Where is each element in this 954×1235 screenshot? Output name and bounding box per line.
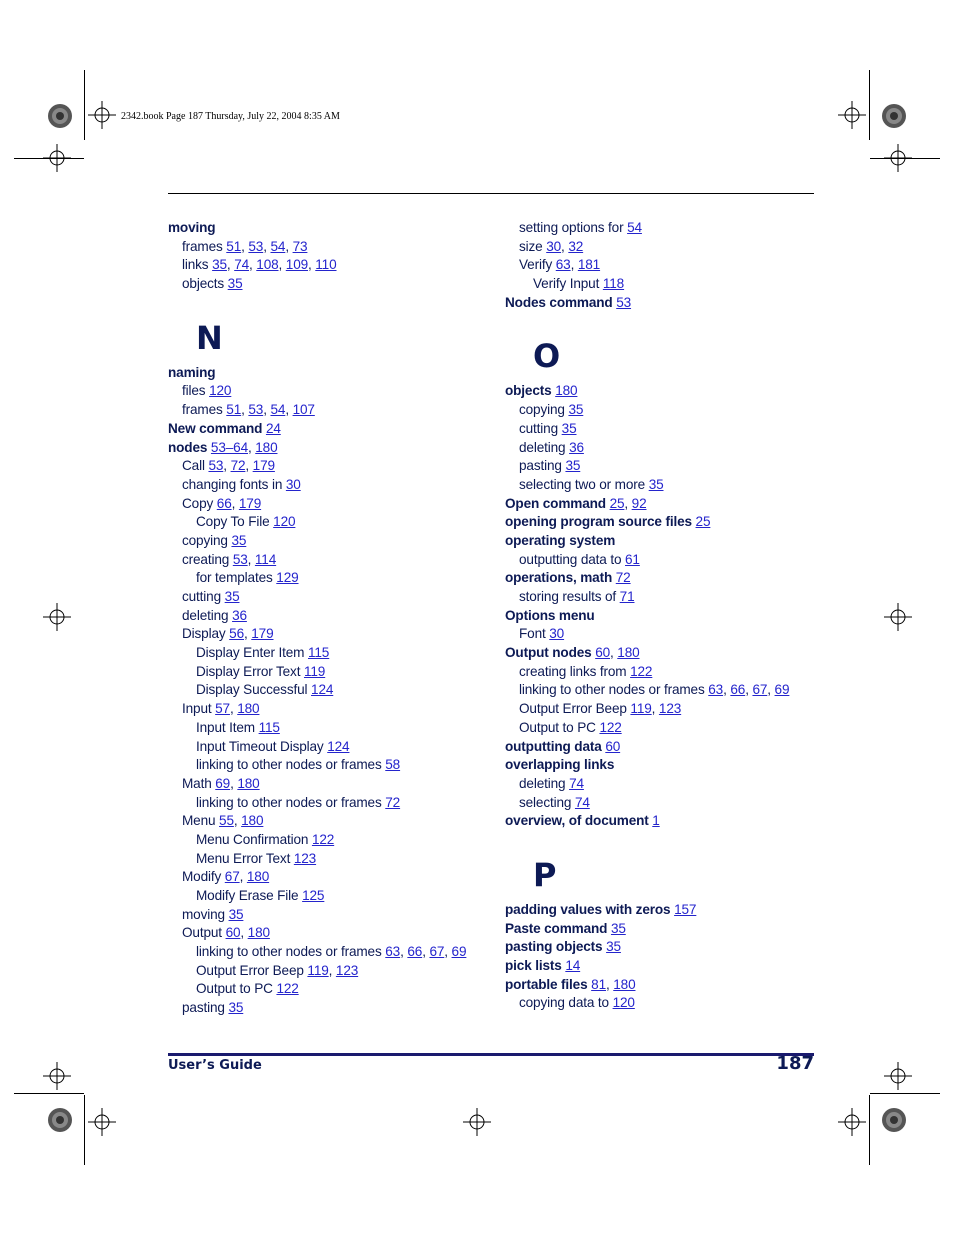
page-link[interactable]: 63 [385, 944, 401, 960]
page-link[interactable]: 109 [285, 257, 309, 273]
index-subterm: copying data to [519, 995, 609, 1011]
page-link[interactable]: 24 [265, 420, 281, 436]
index-entry: Menu 55, 180 [182, 813, 264, 829]
page-link[interactable]: 180 [617, 645, 640, 661]
index-term: Output nodes [505, 645, 592, 661]
page-link[interactable]: 53–64 [210, 439, 248, 455]
index-subterm: Math [182, 775, 212, 791]
index-subterm: Menu [182, 813, 216, 829]
page-link[interactable]: 35 [606, 939, 621, 955]
page-link[interactable]: 54 [270, 238, 286, 254]
index-entry: portable files 81, 180 [505, 976, 636, 992]
page-link[interactable]: 53 [232, 551, 248, 567]
index-entry [168, 420, 488, 439]
page-link[interactable]: 181 [577, 257, 601, 273]
page-link[interactable]: 55 [219, 813, 234, 829]
index-term: Paste command [505, 920, 608, 936]
page-link[interactable]: 14 [565, 958, 581, 973]
index-term: portable files [505, 976, 588, 992]
index-term: moving [168, 220, 216, 235]
index-entry [168, 275, 488, 294]
index-subterm: pasting [182, 1000, 225, 1016]
index-entry: Output nodes 60, 180 [505, 645, 640, 661]
index-term: Nodes command [505, 294, 613, 310]
page-link[interactable]: 35 [568, 402, 584, 418]
page-link[interactable]: 157 [674, 901, 697, 917]
index-entry: frames 51, 53, 54, 73 [182, 238, 308, 254]
page-link[interactable]: 69 [451, 944, 467, 960]
index-subterm: changing fonts in [182, 476, 283, 492]
index-entry [168, 644, 488, 663]
page-link[interactable]: 35 [227, 276, 243, 292]
index-entry [505, 663, 825, 682]
index-subterm: Copy To File [196, 514, 270, 530]
page-link[interactable]: 35 [648, 476, 664, 492]
index-entry: Output 60, 180 [182, 925, 270, 941]
page-link[interactable]: 63 [708, 682, 724, 698]
page-link[interactable]: 119 [307, 962, 329, 978]
page-link[interactable]: 67 [429, 944, 445, 960]
index-entry [168, 850, 488, 869]
page-link[interactable]: 53 [248, 238, 264, 254]
crosshair-icon [88, 1108, 116, 1136]
page-link[interactable]: 115 [258, 719, 280, 735]
footer-rule [168, 1053, 814, 1056]
index-entry [168, 756, 488, 775]
index-subterm: size [519, 238, 543, 254]
index-entry [168, 794, 488, 813]
index-subterm: storing results of [519, 589, 617, 604]
index-subterm: Menu Error Text [196, 850, 291, 866]
header-rule [168, 193, 814, 194]
page-link[interactable]: 180 [237, 775, 260, 791]
page-link[interactable]: 66 [730, 682, 746, 698]
page-link[interactable]: 74 [569, 775, 584, 791]
index-entry [505, 382, 825, 401]
registration-target-icon [46, 102, 74, 130]
index-term: pasting objects [505, 939, 603, 955]
page-link[interactable]: 36 [569, 439, 584, 455]
index-term: Options menu [505, 607, 595, 623]
index-entry [168, 532, 488, 551]
index-term: New command [168, 420, 263, 436]
index-subterm: creating links from [519, 663, 627, 679]
index-entry: linking to other nodes or frames 63, 66, 67, 69 [196, 944, 467, 960]
index-subterm: deleting [182, 607, 229, 623]
registration-target-icon [880, 1106, 908, 1134]
page-link[interactable]: 125 [302, 888, 325, 903]
page-link[interactable]: 35 [231, 532, 247, 548]
crosshair-icon [838, 101, 866, 129]
index-entry [505, 439, 825, 458]
page-link[interactable]: 180 [255, 439, 278, 455]
page-link[interactable]: 123 [293, 850, 317, 866]
page-link[interactable]: 124 [327, 738, 350, 754]
index-subterm: Output [182, 925, 222, 941]
page-link[interactable]: 35 [212, 257, 227, 273]
crosshair-icon [884, 1062, 912, 1090]
page-link[interactable]: 120 [209, 383, 232, 399]
index-subterm: selecting two or more [519, 476, 646, 492]
index-term: nodes [168, 439, 208, 455]
index-subterm: frames [182, 238, 223, 254]
page-link[interactable]: 72 [230, 458, 246, 474]
index-subterm: copying [182, 532, 228, 548]
page-link[interactable]: 118 [602, 276, 625, 292]
index-entry [505, 294, 825, 313]
index-subterm: linking to other nodes or frames [196, 757, 382, 773]
print-slug: 2342.book Page 187 Thursday, July 22, 2004 8:35 AM [121, 111, 340, 122]
index-entry [505, 756, 825, 775]
footer-title: User’s Guide [168, 1058, 262, 1073]
page-link[interactable]: 63 [555, 257, 571, 273]
registration-target-icon [46, 1106, 74, 1134]
index-subterm: Display Enter Item [196, 645, 305, 661]
page-link[interactable]: 124 [311, 682, 334, 698]
page-link[interactable]: 35 [228, 1000, 244, 1016]
page-link[interactable]: 81 [591, 976, 606, 992]
page-link[interactable]: 72 [385, 794, 401, 810]
index-term: overlapping links [505, 757, 615, 773]
page-link[interactable]: 122 [276, 981, 299, 997]
page-link[interactable]: 60 [225, 925, 241, 941]
index-subterm: Input Item [196, 719, 255, 735]
index-entry: Output Error Beep 119, 123 [519, 701, 682, 717]
index-entry [505, 219, 825, 238]
page-link[interactable]: 180 [247, 925, 270, 941]
index-entry [168, 663, 488, 682]
page-link[interactable]: 35 [565, 458, 581, 474]
page-link[interactable]: 74 [234, 257, 250, 273]
page-link[interactable]: 72 [615, 570, 631, 586]
page-link[interactable]: 35 [561, 420, 577, 436]
index-subterm: moving [182, 906, 225, 922]
index-term: objects [505, 383, 552, 399]
index-subterm: Call [182, 458, 205, 474]
page-link[interactable]: 30 [549, 626, 565, 642]
index-subterm: Input Timeout Display [196, 738, 324, 754]
page-link[interactable]: 25 [695, 514, 711, 530]
page-link[interactable]: 56 [229, 626, 244, 642]
index-term: Open command [505, 495, 606, 511]
page-link[interactable]: 54 [270, 402, 286, 418]
page-link[interactable]: 179 [252, 458, 275, 474]
index-entry: Open command 25, 92 [505, 495, 647, 511]
index-subterm: Menu Confirmation [196, 831, 309, 847]
page-link[interactable]: 73 [292, 238, 308, 254]
index-subterm: Modify Erase File [196, 888, 299, 903]
index-subterm: files [182, 383, 206, 399]
crosshair-icon [43, 1062, 71, 1090]
index-entry [505, 588, 825, 607]
index-entry [505, 994, 825, 1013]
index-term: operations, math [505, 570, 613, 586]
crosshair-icon [88, 101, 116, 129]
page-link[interactable]: 66 [407, 944, 423, 960]
crosshair-icon [43, 603, 71, 631]
page-link[interactable]: 60 [605, 738, 621, 754]
index-subterm: frames [182, 402, 223, 418]
index-entry [168, 588, 488, 607]
index-entry: creating 53, 114 [182, 551, 277, 567]
index-subterm: outputting data to [519, 551, 622, 567]
index-entry [168, 906, 488, 925]
index-subterm: Verify [519, 257, 553, 273]
page-link[interactable]: 122 [599, 719, 622, 735]
index-entry [505, 569, 825, 588]
page-number: 187 [776, 1053, 814, 1074]
page-link[interactable]: 123 [658, 701, 682, 717]
index-subterm: cutting [182, 589, 222, 604]
page-link[interactable]: 36 [232, 607, 247, 623]
index-entry [168, 569, 488, 588]
index-term: operating system [505, 532, 616, 548]
index-entry [505, 794, 825, 813]
page-link[interactable]: 51 [226, 402, 242, 418]
page-link[interactable]: 53 [616, 294, 632, 310]
index-subterm: Display Successful [196, 682, 308, 698]
page-link[interactable]: 123 [335, 962, 359, 978]
crosshair-icon [43, 144, 71, 172]
page-link[interactable]: 119 [303, 663, 326, 679]
page-link[interactable]: 122 [630, 663, 653, 679]
index-term: opening program source files [505, 514, 692, 530]
page-link[interactable]: 180 [613, 976, 636, 992]
index-entry: linking to other nodes or frames 63, 66, 67, 69 [519, 682, 790, 698]
index-entry [168, 219, 488, 238]
index-entry [505, 420, 825, 439]
page-link[interactable]: 120 [273, 514, 296, 530]
index-subterm: deleting [519, 439, 566, 455]
page-link[interactable]: 32 [568, 238, 584, 254]
index-entry [168, 513, 488, 532]
page-link[interactable]: 53 [208, 458, 224, 474]
index-entry [505, 401, 825, 420]
page-link[interactable]: 67 [224, 869, 240, 885]
page-link[interactable]: 114 [254, 551, 277, 567]
index-subterm: Display [182, 626, 226, 642]
index-entry [168, 382, 488, 401]
page-link[interactable]: 180 [237, 701, 260, 717]
index-entry: Modify 67, 180 [182, 869, 270, 885]
index-subterm: creating [182, 551, 230, 567]
index-entry [168, 831, 488, 850]
page-link[interactable]: 129 [276, 570, 299, 586]
index-subterm: Copy [182, 495, 214, 511]
index-entry [168, 364, 488, 383]
page-link[interactable]: 35 [224, 589, 240, 604]
index-entry [505, 457, 825, 476]
index-entry [168, 681, 488, 700]
index-subterm: for templates [196, 570, 273, 586]
index-entry: Output Error Beep 119, 123 [196, 962, 359, 978]
index-entry [505, 812, 825, 831]
index-subterm: Output to PC [196, 981, 273, 997]
crosshair-icon [838, 1108, 866, 1136]
index-subterm: Verify Input [533, 276, 600, 292]
index-entry: Display 56, 179 [182, 626, 274, 642]
page-link[interactable]: 51 [226, 238, 242, 254]
index-entry [505, 513, 825, 532]
index-entry [505, 551, 825, 570]
index-entry [505, 938, 825, 957]
page-link[interactable]: 120 [612, 995, 635, 1011]
index-subterm: Output to PC [519, 719, 596, 735]
page-link[interactable]: 119 [630, 701, 652, 717]
page-link[interactable]: 179 [238, 495, 262, 511]
index-entry [505, 901, 825, 920]
index-subterm: Input [182, 701, 212, 717]
page-link[interactable]: 69 [215, 775, 231, 791]
index-subterm: Output Error Beep [519, 701, 627, 717]
index-entry [505, 920, 825, 939]
index-subterm: selecting [519, 794, 572, 810]
index-entry [168, 980, 488, 999]
index-entry [505, 957, 825, 976]
page-link[interactable]: 54 [627, 220, 642, 235]
index-entry: Copy 66, 179 [182, 495, 262, 511]
index-entry: Input 57, 180 [182, 701, 260, 717]
page-link[interactable]: 30 [546, 238, 562, 254]
index-term: pick lists [505, 958, 562, 973]
page-link[interactable]: 180 [241, 813, 264, 829]
index-term: naming [168, 364, 216, 380]
index-entry: Math 69, 180 [182, 775, 260, 791]
page-link[interactable]: 92 [631, 495, 647, 511]
index-subterm: linking to other nodes or frames [519, 682, 705, 698]
index-entry: nodes 53–64, 180 [168, 439, 278, 455]
index-entry [505, 775, 825, 794]
index-term: padding values with zeros [505, 901, 671, 917]
index-section-letter: O [533, 337, 561, 376]
index-subterm: Display Error Text [196, 663, 301, 679]
index-entry: size 30, 32 [519, 238, 584, 254]
index-entry [505, 476, 825, 495]
page-link[interactable]: 107 [292, 402, 315, 418]
page-link[interactable]: 67 [752, 682, 768, 698]
page-link[interactable]: 110 [315, 257, 337, 273]
index-entry: Verify 63, 181 [519, 257, 601, 273]
page-link[interactable]: 180 [246, 869, 270, 885]
page-link[interactable]: 61 [625, 551, 640, 567]
index-entry [168, 476, 488, 495]
page-link[interactable]: 35 [228, 906, 244, 922]
index-subterm: linking to other nodes or frames [196, 944, 382, 960]
index-subterm: deleting [519, 775, 566, 791]
index-entry [168, 719, 488, 738]
index-subterm: Output Error Beep [196, 962, 304, 978]
index-entry: Call 53, 72, 179 [182, 458, 275, 474]
index-entry [505, 532, 825, 551]
index-subterm: Font [519, 626, 546, 642]
page-link[interactable]: 115 [308, 645, 330, 661]
index-entry [505, 275, 825, 294]
index-column-left [168, 219, 488, 1018]
crosshair-icon [884, 144, 912, 172]
index-subterm: copying [519, 402, 565, 418]
page-link[interactable]: 66 [216, 495, 232, 511]
index-entry [505, 607, 825, 626]
index-subterm: linking to other nodes or frames [196, 794, 382, 810]
page-link[interactable]: 180 [555, 383, 578, 399]
index-column-right [505, 219, 825, 1013]
index-subterm: cutting [519, 420, 559, 436]
registration-target-icon [880, 102, 908, 130]
index-subterm: setting options for [519, 220, 624, 235]
page-link[interactable]: 1 [652, 813, 660, 829]
index-subterm: Modify [182, 869, 222, 885]
index-term: outputting data [505, 738, 602, 754]
index-entry: frames 51, 53, 54, 107 [182, 402, 315, 418]
page-link[interactable]: 35 [610, 920, 626, 936]
page-link[interactable]: 60 [595, 645, 611, 661]
page-link[interactable]: 122 [311, 831, 335, 847]
page-link[interactable]: 57 [215, 701, 230, 717]
page-link[interactable]: 25 [609, 495, 625, 511]
index-entry: links 35, 74, 108, 109, 110 [182, 257, 337, 273]
page-link[interactable]: 30 [285, 476, 301, 492]
page-link[interactable]: 71 [619, 589, 635, 604]
index-subterm: links [182, 257, 209, 273]
index-entry [168, 999, 488, 1018]
crosshair-icon [884, 603, 912, 631]
index-entry [505, 738, 825, 757]
page-link[interactable]: 53 [248, 402, 264, 418]
index-subterm: objects [182, 276, 225, 292]
index-entry [505, 625, 825, 644]
index-entry [168, 738, 488, 757]
index-term: overview, of document [505, 813, 649, 829]
page-link[interactable]: 74 [574, 794, 590, 810]
index-subterm: pasting [519, 458, 562, 474]
page-link[interactable]: 69 [774, 682, 790, 698]
index-entry [168, 887, 488, 906]
page-link[interactable]: 179 [251, 626, 274, 642]
page-link[interactable]: 108 [256, 257, 279, 273]
index-section-letter: P [533, 855, 557, 894]
index-entry [168, 607, 488, 626]
index-entry [505, 719, 825, 738]
crosshair-icon [463, 1108, 491, 1136]
index-section-letter: N [196, 318, 223, 357]
page-link[interactable]: 58 [385, 757, 401, 773]
